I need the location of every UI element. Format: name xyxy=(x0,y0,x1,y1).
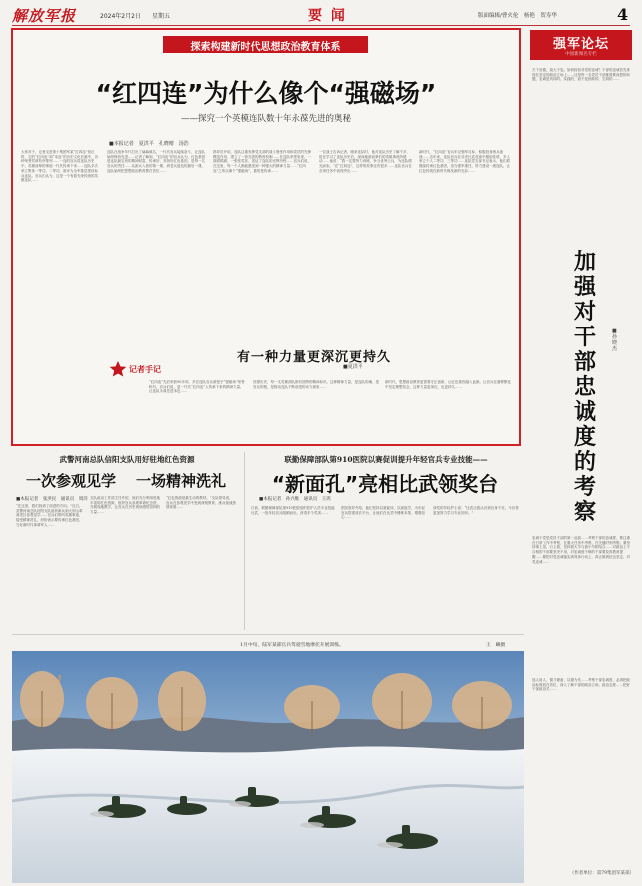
photo-caption: 1月中旬，陆军某部官兵驾驶雪地摩托开展训练。 xyxy=(240,643,344,648)
commentary-text-a: “红四连”先后荣获90多项、多位连队官兵被授予“强磁场”荣誉称号。官兵们说，是一代代“红四连”人传承下来的精神力量，让连队永葆先进本色…… xyxy=(149,380,245,394)
sidebar-footer: （作者单位：第79集团军某部） xyxy=(569,871,634,876)
sidebar-title-char: 度 xyxy=(574,424,597,450)
column-badge-label: 强军论坛 xyxy=(552,37,609,52)
issue-weekday: 星期五 xyxy=(152,13,171,20)
feature-col-5: 新时代，“红四连”官兵牢记强军目标，积极投身练兵备战……近年来，连队官兵在各类比武竞赛中屡创佳绩，多人荣立个人二等功、三等功……连队党支部书记表示，他们将继续传承红色基因，担当强军重任，努力建设一流连队，让红色传统在新时代焕发新的光彩…… xyxy=(419,150,510,173)
feature-box xyxy=(11,28,521,446)
page-editors: 版面编辑/曹火伦 杨艳 贺寿华 xyxy=(478,13,557,19)
snow-training-photo xyxy=(12,651,524,883)
page-number: 4 xyxy=(617,5,629,24)
story3-kicker: 联勤保障部队第910医院以赛促训提升年轻官兵专业技能—— xyxy=(284,455,488,464)
snow-photo-frame xyxy=(12,634,524,883)
photo-credit: 王 曦摄 xyxy=(486,643,506,648)
story3-col-2: 医院领导介绍，他们坚持以赛促训、以赛促学，为年轻官兵搭建成长平台，让他们在比武中锤炼本领、增强信心…… xyxy=(341,506,425,520)
story3-headline: “新面孔”亮相比武领奖台 xyxy=(271,472,499,496)
feature-banner xyxy=(163,36,368,53)
sidebar-body-2: 选人用人，德才兼备、以德为先……考察干部忠诚度，必须把政治标准放在首位，深入了解干部的政治立场、政治态度……把好干部政治关…… xyxy=(532,678,630,692)
column-badge xyxy=(530,30,632,60)
column-badge-sub: 中国新闻名专栏 xyxy=(565,52,597,57)
story2-headline-a: 一次参观见学 xyxy=(26,472,117,490)
sidebar-title-char: 部 xyxy=(574,349,597,375)
commentary-text-b: 回望历史，每一支英雄部队都有独特的精神标识。这种精神力量，是连队的魂，是官兵的根，是推动连队不断前进的动力源泉…… xyxy=(253,380,379,389)
sidebar-title-char: 察 xyxy=(574,499,597,525)
commentary-byline: ■夏洪平 xyxy=(343,364,363,370)
feature-byline: ■本报记者 夏洪平 孔晓晴 汤浩 xyxy=(109,141,189,147)
feature-headline: “红四连”为什么像个“强磁场” xyxy=(95,79,437,108)
sidebar-title-char: 强 xyxy=(574,274,597,300)
story-hospital xyxy=(244,452,524,630)
story2-col-2: 支队政治工作部主任介绍，他们充分利用驻地丰富的红色资源，组织官兵参观革命纪念馆，开展现地教学，让官兵在历史现场感悟信仰的力量…… xyxy=(90,496,160,515)
reporter-notes-label: 记者手记 xyxy=(129,364,161,374)
sidebar-title-char: 诚 xyxy=(574,399,597,425)
sidebar xyxy=(528,28,636,883)
story2-byline: ■本报记者 张洪民 通讯员 周洋 xyxy=(16,497,88,502)
sidebar-title xyxy=(574,250,604,525)
sidebar-title-char: 考 xyxy=(574,474,597,500)
feature-col-3: 指导员介绍，连队注重发挥党支部的战斗堡垒作用和党员的先锋模范作用，建立了一套完善的教育机制……在连队荣誉室里，一面面锦旗、一张张奖状，见证了连队的光辉历程……官兵们说，在这里，每一个人都能感受到一种强大的精神力量……“红四连”之所以像个“强磁场”，靠的是传承…… xyxy=(213,150,311,173)
issue-date: 2024年2月2日 xyxy=(100,13,141,20)
story3-col-1: 日前，联勤保障部队第910医院组织医护人员专业技能比武，一批年轻官兵脱颖而出，获得多个奖项…… xyxy=(251,506,335,515)
masthead xyxy=(12,4,630,26)
section-title: 要 闻 xyxy=(308,8,347,24)
story2-col-1: “在这里，我们找到了前进的方向。”近日，武警河南总队信阳支队组织新兵到大别山革命老区参观见学……官兵们聆听英雄事迹，接受精神洗礼，纷纷表示要传承红色基因，当好新时代革命军人…… xyxy=(16,504,83,527)
story2-col-3: “红色资源是最生动的教材。”支队领导说，官兵在参观见学中受到深刻教育，练兵备战热情高涨…… xyxy=(166,496,236,510)
sidebar-title-char: 加 xyxy=(574,249,597,275)
feature-col-1: 大家对于，记者走进第十集团军某“红四连”营区时，它的“红四连”和“本连”的历史文化长廊中，各种荣誉奖章有序排列……一连的官兵将连队历史中，英雄前辈的事迹一代代传承下来……连队多次荣立集体一等功、二等功，被评为全军基层建设标兵连队。官兵们认为，这是一个有着光荣传统的英雄连队…… xyxy=(21,150,99,183)
story3-byline: ■本报记者 孙兴维 通讯员 王鸿 xyxy=(259,497,331,502)
sidebar-title-char: 干 xyxy=(574,324,597,350)
star-icon xyxy=(109,360,127,378)
story2-kicker: 武警河南总队信阳支队用好驻地红色资源 xyxy=(59,455,195,464)
sidebar-intro: 天下至德，莫大于忠。如何检验对党的忠诚？干部的忠诚首先体现在坚定的政治立场上……这是每一名党员干部都需要深思的问题。忠诚是具体的、实践的，而不是抽象的、空洞的…… xyxy=(532,68,630,82)
story2-headline-b: 一场精神洗礼 xyxy=(136,472,227,490)
sidebar-title-char: 对 xyxy=(574,299,597,325)
feature-col-4: 一位战士告诉记者，刚来连队时，他对连队历史了解不多，但在学习了连队历史后，深深地被前辈们的英雄事迹所感动……他说：“我一定要努力训练，争当优秀士兵，为连队增光添彩。”在“红四连”，这样的故事还有很多……连队官兵在各项任务中表现突出…… xyxy=(319,150,412,173)
story3-col-3: 获奖的年轻护士说：“比武让我认识到自身不足，今后将更加努力学习专业知识。” xyxy=(433,506,519,515)
sidebar-title-char: 忠 xyxy=(574,374,597,400)
reporter-notes-badge xyxy=(109,360,169,378)
commentary-text-c: 新时代，思想政治教育更需要守正创新，让红色基因融入血脉，让官兵在潜移默化中坚定理想信念，这种力量更深沉，也更持久…… xyxy=(385,380,511,389)
feature-col-2: 连队在战争年代打出了赫赫威名，一代代官兵接续奋斗，让连队始终保持先进……记者了解到，“红四连”的官兵认为，红色基因是连队最宝贵的精神财富，传承好、发扬好红色基因，是每一名官兵的责任……从新兵入营的第一课，到老兵退伍的最后一课，连队始终把思想政治教育摆在首位…… xyxy=(107,150,206,173)
feature-subhead: ——探究一个英模连队数十年永葆先进的奥秘 xyxy=(180,114,351,124)
sidebar-author: ■孙晓杰 xyxy=(612,328,618,352)
commentary-title: 有一种力量更深沉更持久 xyxy=(237,350,392,365)
story-wujing xyxy=(12,452,240,630)
sidebar-title-char: 的 xyxy=(574,449,597,475)
feature-banner-text: 探索构建新时代思想政治教育体系 xyxy=(190,42,341,53)
sidebar-body: 忠诚于党是党员干部的第一品质……考察干部的忠诚度，要注重在日常工作中考察，在重大任务中考察，在关键时刻考察。要坚持事上见、行上看，坚持看大节与看小节相结合……对政治上不合格的干部要坚决不用，对忠诚度不够的干部要及时教育提醒……要把对党忠诚落实到具体行动上，真正做到信念坚定、对党忠诚…… xyxy=(532,536,630,564)
logo: 解放军报 xyxy=(12,7,77,25)
